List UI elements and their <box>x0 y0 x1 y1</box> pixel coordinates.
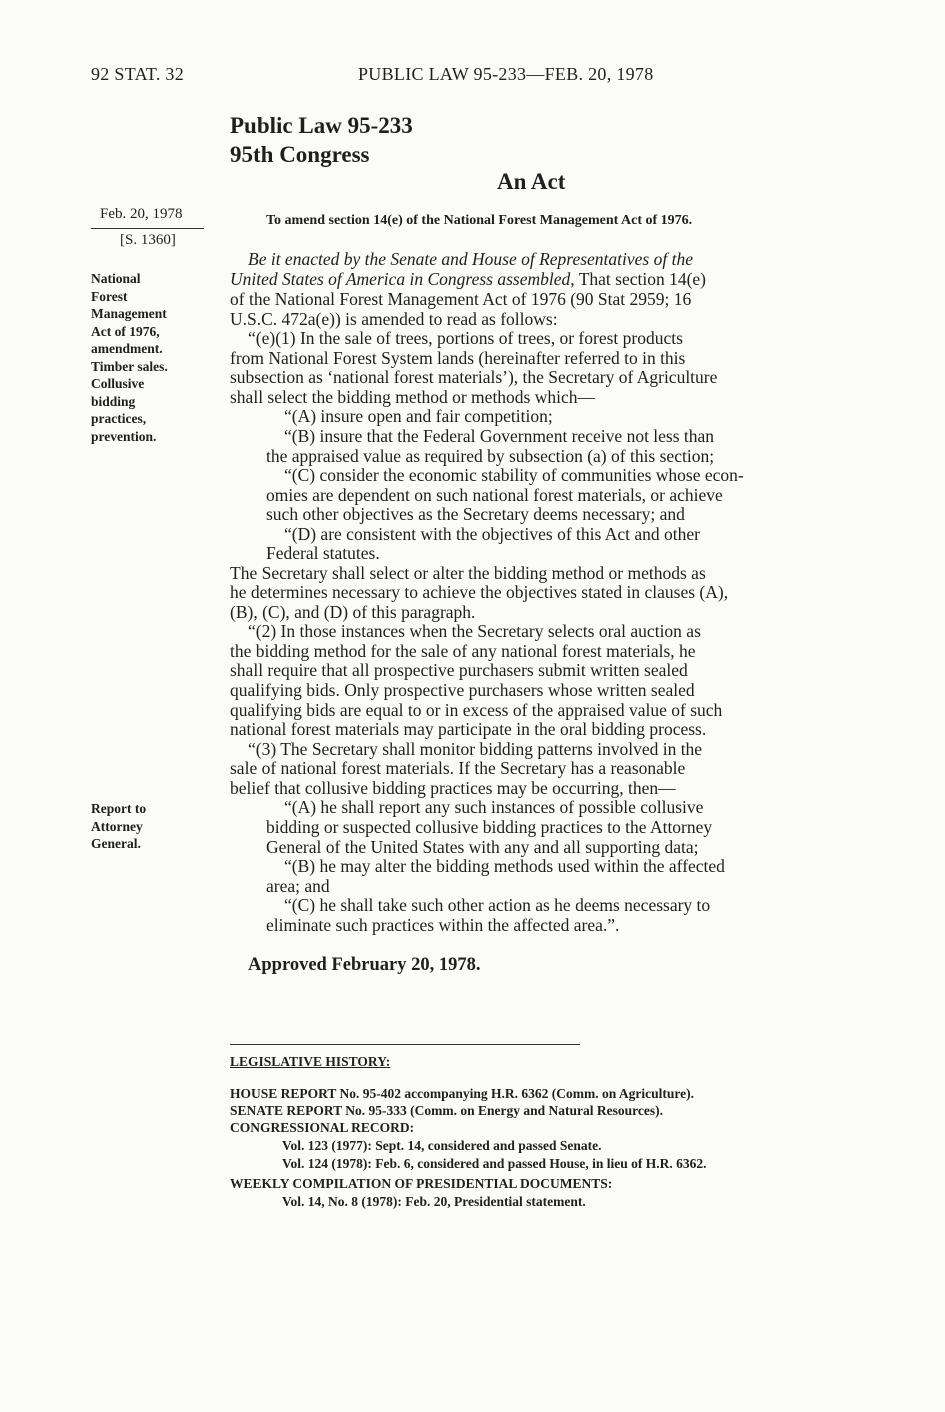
enacting-clause-line2 <box>230 270 706 290</box>
statute-line: bidding or suspected collusive bidding practices to the Attorney <box>266 817 713 837</box>
congress-number: 95th Congress <box>230 142 370 167</box>
history-line: SENATE REPORT No. 95-333 (Comm. on Energy and Natural Resources). <box>230 1103 664 1118</box>
margin-note-line: Timber sales. <box>91 358 168 374</box>
statute-line: sale of national forest materials. If the Secretary has a reasonable <box>230 758 686 778</box>
act-purpose: To amend section 14(e) of the National Forest Management Act of 1976. <box>266 213 693 228</box>
enacting-clause-line1: Be it enacted by the Senate and House of Representatives of the <box>248 249 693 269</box>
margin-note-line: amendment. <box>91 341 163 356</box>
statute-line: “(e)(1) In the sale of trees, portions of trees, or forest products <box>248 328 683 348</box>
margin-note-line: Act of 1976, <box>91 323 160 339</box>
statute-line: qualifying bids are equal to or in excess of the appraised value of such <box>230 700 723 720</box>
margin-note-line: Report to <box>91 801 147 816</box>
margin-date: Feb. 20, 1978 <box>100 206 183 222</box>
statute-line: eliminate such practices within the affected area.”. <box>266 915 620 935</box>
history-line: HOUSE REPORT No. 95-402 accompanying H.R. 6362 (Comm. on Agriculture). <box>230 1086 695 1101</box>
statute-line: “(A) he shall report any such instances of possible collusive <box>284 797 704 817</box>
statute-line: subsection as ‘national forest materials’), the Secretary of Agriculture <box>230 367 718 387</box>
statute-line: qualifying bids. Only prospective purchasers whose written sealed <box>230 680 695 700</box>
margin-note-line: Forest <box>91 288 128 304</box>
history-line: WEEKLY COMPILATION OF PRESIDENTIAL DOCUMENTS: <box>230 1176 613 1191</box>
statute-line: “(C) he shall take such other action as he deems necessary to <box>284 895 711 915</box>
margin-note-line: Management <box>91 306 167 321</box>
history-line: Vol. 124 (1978): Feb. 6, considered and passed House, in lieu of H.R. 6362. <box>282 1156 707 1171</box>
statute-line: he determines necessary to achieve the objectives stated in clauses (A), <box>230 582 729 602</box>
statute-line: such other objectives as the Secretary deems necessary; and <box>266 504 685 524</box>
statute-line: belief that collusive bidding practices may be occurring, then— <box>230 778 676 798</box>
running-title: PUBLIC LAW 95-233—FEB. 20, 1978 <box>358 64 654 84</box>
statute-line: “(C) consider the economic stability of communities whose econ- <box>284 465 744 485</box>
margin-note-line: National <box>91 271 141 286</box>
statute-line: General of the United States with any and all supporting data; <box>266 837 699 857</box>
margin-note-line: Collusive <box>91 376 145 391</box>
statute-line: “(B) insure that the Federal Government receive not less than <box>284 426 715 446</box>
history-line: Vol. 123 (1977): Sept. 14, considered and passed Senate. <box>282 1138 602 1153</box>
statute-line: national forest materials may participate in the oral bidding process. <box>230 719 707 739</box>
statute-line: shall select the bidding method or methods which— <box>230 387 596 407</box>
law-number: Public Law 95-233 <box>230 113 413 138</box>
margin-note-line: bidding <box>91 393 136 409</box>
statute-line: “(2) In those instances when the Secretary selects oral auction as <box>248 621 701 641</box>
statute-line: “(D) are consistent with the objectives of this Act and other <box>284 524 700 544</box>
statute-line: area; and <box>266 876 330 896</box>
margin-bill-number: [S. 1360] <box>120 232 176 248</box>
statute-line: “(3) The Secretary shall monitor bidding patterns involved in the <box>248 739 703 759</box>
statute-line: of the National Forest Management Act of 1976 (90 Stat 2959; 16 <box>230 289 692 309</box>
statute-line: The Secretary shall select or alter the bidding method or methods as <box>230 563 706 583</box>
margin-note-line: Attorney <box>91 818 143 834</box>
history-line: CONGRESSIONAL RECORD: <box>230 1120 415 1135</box>
statute-line: Federal statutes. <box>266 543 380 563</box>
statute-line: “(A) insure open and fair competition; <box>284 406 553 426</box>
page-reference: 92 STAT. 32 <box>91 64 185 84</box>
margin-date-rule <box>91 228 204 229</box>
margin-note-line: prevention. <box>91 428 157 444</box>
statute-line: shall require that all prospective purchasers submit written sealed <box>230 660 688 680</box>
history-line: Vol. 14, No. 8 (1978): Feb. 20, Presidential statement. <box>282 1194 586 1209</box>
margin-note-report <box>91 800 191 853</box>
statute-line: U.S.C. 472a(e)) is amended to read as follows: <box>230 309 558 329</box>
statute-line: the bidding method for the sale of any national forest materials, he <box>230 641 696 661</box>
statute-line: omies are dependent on such national forest materials, or achieve <box>266 485 723 505</box>
statute-line: from National Forest System lands (hereinafter referred to in this <box>230 348 686 368</box>
statute-line: the appraised value as required by subsection (a) of this section; <box>266 446 715 466</box>
act-heading: An Act <box>497 169 566 194</box>
enacting-clause-italic: United States of America in Congress assembled <box>230 269 571 289</box>
history-heading: LEGISLATIVE HISTORY: <box>230 1054 391 1069</box>
margin-note-line: practices, <box>91 411 147 426</box>
approval-date: Approved February 20, 1978. <box>248 955 481 975</box>
statute-line: (B), (C), and (D) of this paragraph. <box>230 602 476 622</box>
margin-note-subjects <box>91 270 191 445</box>
margin-note-line: General. <box>91 836 141 851</box>
statute-line: “(B) he may alter the bidding methods used within the affected <box>284 856 725 876</box>
history-rule <box>230 1044 580 1045</box>
enacting-clause-rest: , That section 14(e) <box>570 269 707 289</box>
